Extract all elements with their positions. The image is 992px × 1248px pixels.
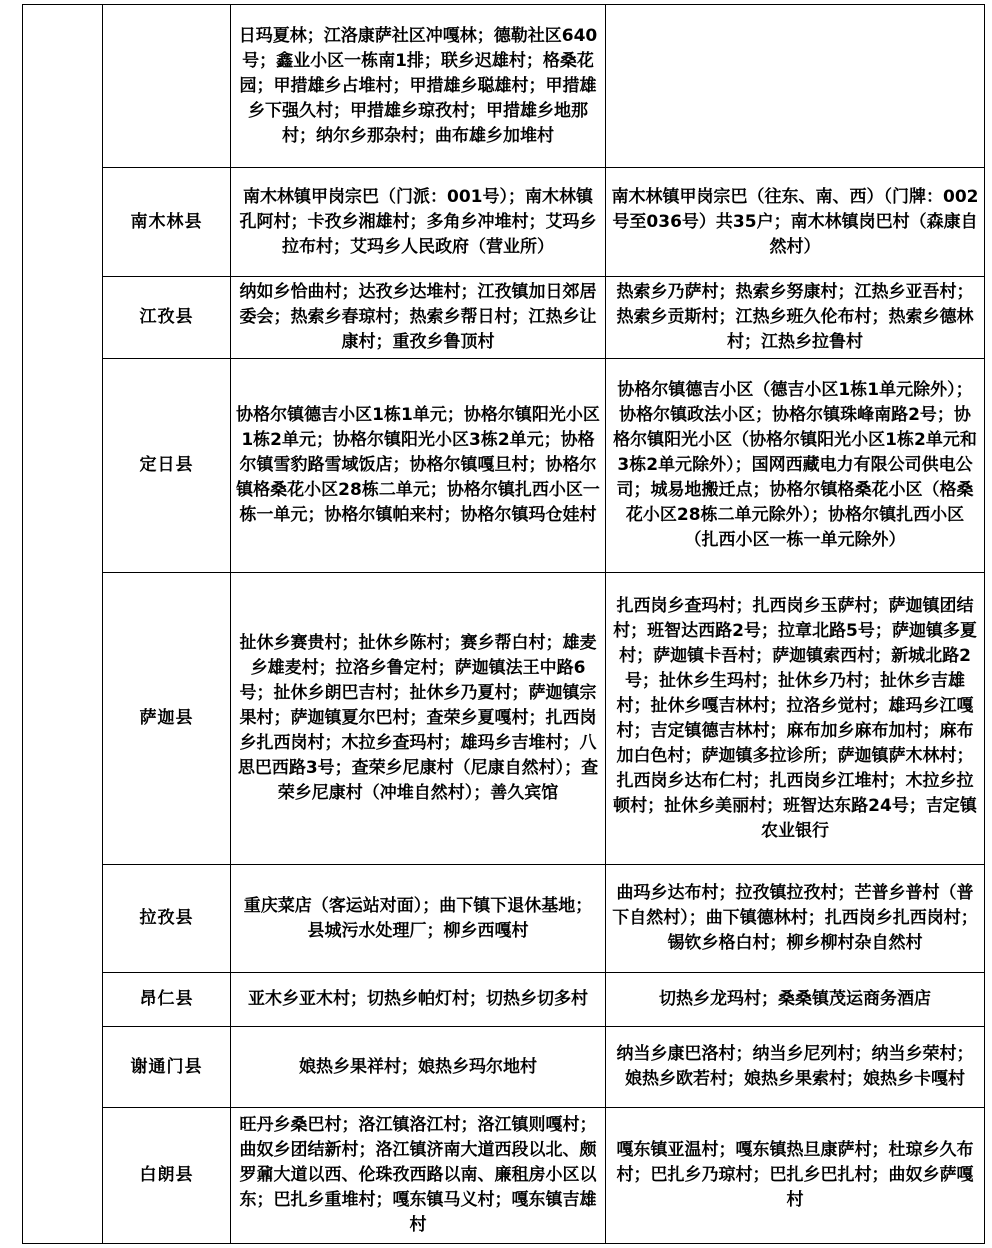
table-row bbox=[23, 573, 985, 865]
area-list-cell: 嘎东镇亚温村；嘎东镇热旦康萨村；杜琼乡久布村；巴扎乡乃琼村；巴扎乡巴扎村；曲奴乡萨嘎村 bbox=[606, 1108, 985, 1244]
area-list-cell: 扎西岗乡查玛村；扎西岗乡玉萨村；萨迦镇团结村；班智达西路2号；拉章北路5号；萨迦镇多夏村；萨迦镇卡吾村；萨迦镇索西村；新城北路2号；扯休乡生玛村；扯休乡乃村；扯休乡吉雄村；扯休乡嘎吉林村；拉洛乡觉村；雄玛乡江嘎村；吉定镇德吉林村；麻布加乡麻布加村；麻布加白色村；萨迦镇多拉诊所；萨迦镇萨木林村；扎西岗乡达布仁村；扎西岗乡江堆村；木拉乡拉顿村；扯休乡美丽村；班智达东路24号；吉定镇农业银行 bbox=[606, 573, 985, 865]
area-list-cell: 南木林镇甲岗宗巴（门派：001号）；南木林镇孔阿村；卡孜乡湘雄村；多角乡冲堆村；艾玛乡拉布村；艾玛乡人民政府（营业所） bbox=[231, 168, 606, 277]
table-row bbox=[23, 1027, 985, 1108]
area-list-cell: 曲玛乡达布村；拉孜镇拉孜村；芒普乡普村（普下自然村）；曲下镇德林村；扎西岗乡扎西岗村；锡钦乡格白村；柳乡柳村杂自然村 bbox=[606, 865, 985, 973]
county-cell: 萨迦县 bbox=[103, 573, 231, 865]
table-row bbox=[23, 359, 985, 573]
county-cell: 拉孜县 bbox=[103, 865, 231, 973]
county-cell: 南木林县 bbox=[103, 168, 231, 277]
notice-table bbox=[22, 4, 985, 1244]
county-cell: 定日县 bbox=[103, 359, 231, 573]
area-list-cell: 协格尔镇德吉小区1栋1单元；协格尔镇阳光小区1栋2单元；协格尔镇阳光小区3栋2单元；协格尔镇雪豹路雪域饭店；协格尔镇嘎旦村；协格尔镇格桑花小区28栋二单元；协格尔镇扎西小区一栋一单元；协格尔镇帕来村；协格尔镇玛仓娃村 bbox=[231, 359, 606, 573]
county-cell: 白朗县 bbox=[103, 1108, 231, 1244]
area-list-cell: 纳如乡恰曲村；达孜乡达堆村；江孜镇加日郊居委会；热索乡春琼村；热索乡帮日村；江热乡让康村；重孜乡鲁顶村 bbox=[231, 277, 606, 359]
area-list-cell: 南木林镇甲岗宗巴（往东、南、西）（门牌：002号至036号）共35户；南木林镇岗巴村（森康自然村） bbox=[606, 168, 985, 277]
area-list-cell: 重庆菜店（客运站对面）；曲下镇下退休基地；县城污水处理厂；柳乡西嘎村 bbox=[231, 865, 606, 973]
area-list-cell bbox=[606, 5, 985, 168]
county-cell: 昂仁县 bbox=[103, 973, 231, 1027]
area-list-cell: 扯休乡赛贵村；扯休乡陈村；赛乡帮白村；雄麦乡雄麦村；拉洛乡鲁定村；萨迦镇法王中路6号；扯休乡朗巴吉村；扯休乡乃夏村；萨迦镇宗果村；萨迦镇夏尔巴村；查荣乡夏嘎村；扎西岗乡扎西岗村；木拉乡查玛村；雄玛乡吉堆村；八思巴西路3号；查荣乡尼康村（尼康自然村）；查荣乡尼康村（冲堆自然村）；善久宾馆 bbox=[231, 573, 606, 865]
county-cell bbox=[103, 5, 231, 168]
area-list-cell: 协格尔镇德吉小区（德吉小区1栋1单元除外）；协格尔镇政法小区；协格尔镇珠峰南路2号；协格尔镇阳光小区（协格尔镇阳光小区1栋2单元和3栋2单元除外）；国网西藏电力有限公司供电公司；城易地搬迁点；协格尔镇格桑花小区（格桑花小区28栋二单元除外）；协格尔镇扎西小区（扎西小区一栋一单元除外） bbox=[606, 359, 985, 573]
table-row bbox=[23, 865, 985, 973]
city-cell bbox=[23, 5, 103, 1244]
table-row bbox=[23, 168, 985, 277]
area-list-cell: 娘热乡果祥村；娘热乡玛尔地村 bbox=[231, 1027, 606, 1108]
table-row bbox=[23, 277, 985, 359]
county-cell: 江孜县 bbox=[103, 277, 231, 359]
table-row bbox=[23, 1108, 985, 1244]
area-list-cell: 旺丹乡桑巴村；洛江镇洛江村；洛江镇则嘎村；曲奴乡团结新村；洛江镇济南大道西段以北、颇罗鼐大道以西、伦珠孜西路以南、廉租房小区以东；巴扎乡重堆村；嘎东镇马义村；嘎东镇吉雄村 bbox=[231, 1108, 606, 1244]
area-list-cell: 纳当乡康巴洛村；纳当乡尼列村；纳当乡荣村；娘热乡欧若村；娘热乡果索村；娘热乡卡嘎村 bbox=[606, 1027, 985, 1108]
area-list-cell: 日玛夏林；江洛康萨社区冲嘎林；德勒社区640号；鑫业小区一栋南1排；联乡迟雄村；格桑花园；甲措雄乡占堆村；甲措雄乡聪雄村；甲措雄乡下强久村；甲措雄乡琼孜村；甲措雄乡地那村；纳尔乡那杂村；曲布雄乡加堆村 bbox=[231, 5, 606, 168]
area-list-cell: 切热乡龙玛村；桑桑镇茂运商务酒店 bbox=[606, 973, 985, 1027]
area-list-cell: 亚木乡亚木村；切热乡帕灯村；切热乡切多村 bbox=[231, 973, 606, 1027]
area-list-cell: 热索乡乃萨村；热索乡努康村；江热乡亚吾村；热索乡贡斯村；江热乡班久伦布村；热索乡德林村；江热乡拉鲁村 bbox=[606, 277, 985, 359]
table-row bbox=[23, 973, 985, 1027]
county-cell: 谢通门县 bbox=[103, 1027, 231, 1108]
table-row bbox=[23, 5, 985, 168]
